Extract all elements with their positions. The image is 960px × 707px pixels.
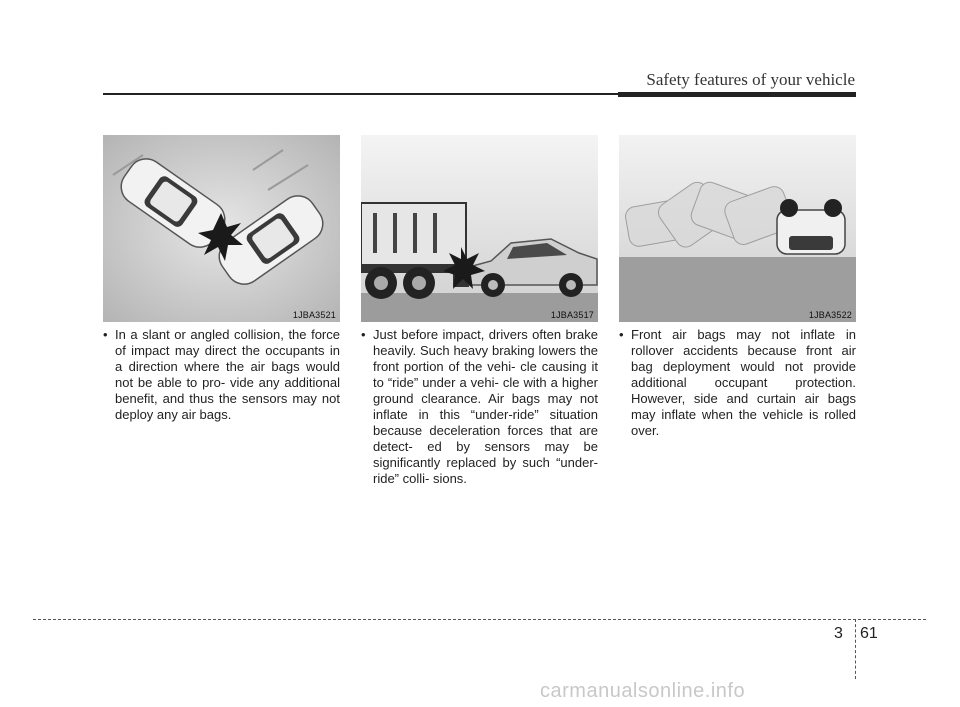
- figure-angled-collision: [103, 135, 340, 322]
- paragraph-rollover: [619, 327, 856, 439]
- paragraph-under-ride: [361, 327, 598, 487]
- bullet-marker: •: [619, 327, 624, 342]
- figure-code: 1JBA3517: [550, 310, 594, 320]
- angled-collision-illustration: [103, 135, 340, 322]
- watermark: carmanualsonline.info: [540, 680, 746, 702]
- footer-rule: [33, 619, 926, 620]
- under-ride-illustration: [361, 135, 598, 322]
- paragraph-text: Front air bags may not inflate in rollover accidents because front air bag deployment would not provide additional occupant protection. However, side and curtain air bags may inflate when the vehicle is rolled over.: [631, 327, 856, 438]
- figure-code: 1JBA3521: [292, 310, 336, 320]
- paragraph-text: In a slant or angled collision, the force of impact may direct the occupants in a direction where the air bags would not be able to pro- vide any additional benefit, and thus the sensors may not deploy any air bags.: [115, 327, 340, 422]
- section-title: Safety features of your vehicle: [646, 70, 855, 89]
- figure-code: 1JBA3522: [808, 310, 852, 320]
- chapter-number: 3: [834, 625, 843, 642]
- paragraph-text: Just before impact, drivers often brake heavily. Such heavy braking lowers the front portion of the vehi- cle causing it to “ride” under a vehi- cle with a higher ground clearance. Air bags may not inflate in this “under-ride” situation because deceleration forces that are detect- ed by sensors may be significantly replaced by such “under-ride” colli- sions.: [373, 327, 598, 486]
- page-number: 61: [860, 625, 878, 642]
- bullet-marker: •: [361, 327, 366, 342]
- header-rule-accent: [618, 92, 856, 97]
- paragraph-angled-collision: [103, 327, 340, 423]
- rollover-illustration: [619, 135, 856, 322]
- footer-divider: [855, 619, 856, 679]
- figure-rollover: [619, 135, 856, 322]
- bullet-marker: •: [103, 327, 108, 342]
- figure-under-ride: [361, 135, 598, 322]
